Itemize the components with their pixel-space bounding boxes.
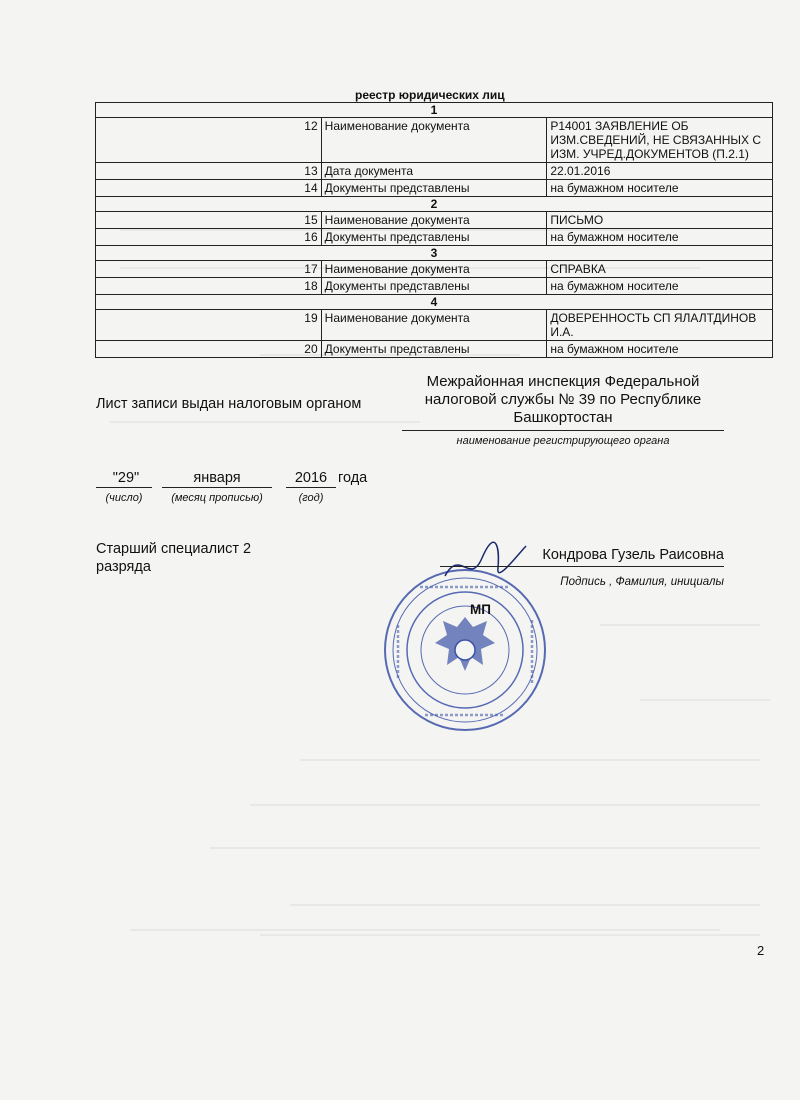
row-number: 18 [96, 278, 322, 295]
row-value: Р14001 ЗАЯВЛЕНИЕ ОБ ИЗМ.СВЕДЕНИЙ, НЕ СВЯЗАННЫХ С ИЗМ. УЧРЕД.ДОКУМЕНТОВ (П.2.1) [547, 118, 773, 163]
table-section-row [96, 197, 773, 212]
row-value: СПРАВКА [547, 261, 773, 278]
date-month: января [193, 470, 241, 486]
registry-title: реестр юридических лиц [355, 88, 505, 102]
date-day-underline [96, 487, 152, 488]
date-month-caption: (месяц прописью) [171, 492, 263, 504]
issued-by-label: Лист записи выдан налоговым органом [96, 396, 362, 412]
table-row [96, 118, 773, 163]
registry-table [95, 102, 773, 358]
row-label: Наименование документа [321, 261, 547, 278]
signer-name: Кондрова Гузель Раисовна [542, 547, 724, 563]
signature-underline [440, 566, 724, 567]
date-year-suffix: года [338, 470, 368, 486]
row-number: 14 [96, 180, 322, 197]
stamp-mark: МП [470, 602, 491, 617]
row-number: 15 [96, 212, 322, 229]
signer-position: Старший специалист 2 разряда [96, 541, 252, 575]
row-value: 22.01.2016 [547, 163, 773, 180]
table-row [96, 180, 773, 197]
authority-caption: наименование регистрирующего органа [456, 435, 670, 447]
table-row [96, 261, 773, 278]
row-label: Дата документа [321, 163, 547, 180]
date-day-caption: (число) [105, 492, 143, 504]
date-year-caption: (год) [298, 492, 324, 504]
authority-name: Межрайонная инспекция Федеральной налоговой службы № 39 по Республике Башкортостан [424, 373, 702, 426]
row-number: 20 [96, 341, 322, 358]
table-row [96, 278, 773, 295]
row-number: 17 [96, 261, 322, 278]
row-label: Документы представлены [321, 229, 547, 246]
date-year-underline [286, 487, 336, 488]
page-number: 2 [757, 943, 765, 958]
table-section-row [96, 295, 773, 310]
section-number: 3 [96, 246, 773, 261]
signature-caption: Подпись , Фамилия, инициалы [560, 576, 724, 588]
row-label: Документы представлены [321, 278, 547, 295]
official-seal [380, 565, 550, 735]
row-label: Наименование документа [321, 118, 547, 163]
row-label: Документы представлены [321, 341, 547, 358]
row-value: на бумажном носителе [547, 180, 773, 197]
authority-underline [402, 430, 724, 431]
row-value: ДОВЕРЕННОСТЬ СП ЯЛАЛТДИНОВ И.А. [547, 310, 773, 341]
row-number: 12 [96, 118, 322, 163]
date-month-underline [162, 487, 272, 488]
row-value: на бумажном носителе [547, 341, 773, 358]
section-number: 2 [96, 197, 773, 212]
row-label: Наименование документа [321, 212, 547, 229]
table-row [96, 212, 773, 229]
row-label: Документы представлены [321, 180, 547, 197]
table-row [96, 229, 773, 246]
table-section-row [96, 103, 773, 118]
row-number: 19 [96, 310, 322, 341]
row-number: 13 [96, 163, 322, 180]
section-number: 4 [96, 295, 773, 310]
table-row [96, 310, 773, 341]
table-row [96, 163, 773, 180]
row-value: на бумажном носителе [547, 278, 773, 295]
date-day: "29" [112, 470, 140, 486]
table-row [96, 341, 773, 358]
row-number: 16 [96, 229, 322, 246]
date-year: 2016 [294, 470, 328, 486]
row-label: Наименование документа [321, 310, 547, 341]
section-number: 1 [96, 103, 773, 118]
table-section-row [96, 246, 773, 261]
row-value: ПИСЬМО [547, 212, 773, 229]
row-value: на бумажном носителе [547, 229, 773, 246]
